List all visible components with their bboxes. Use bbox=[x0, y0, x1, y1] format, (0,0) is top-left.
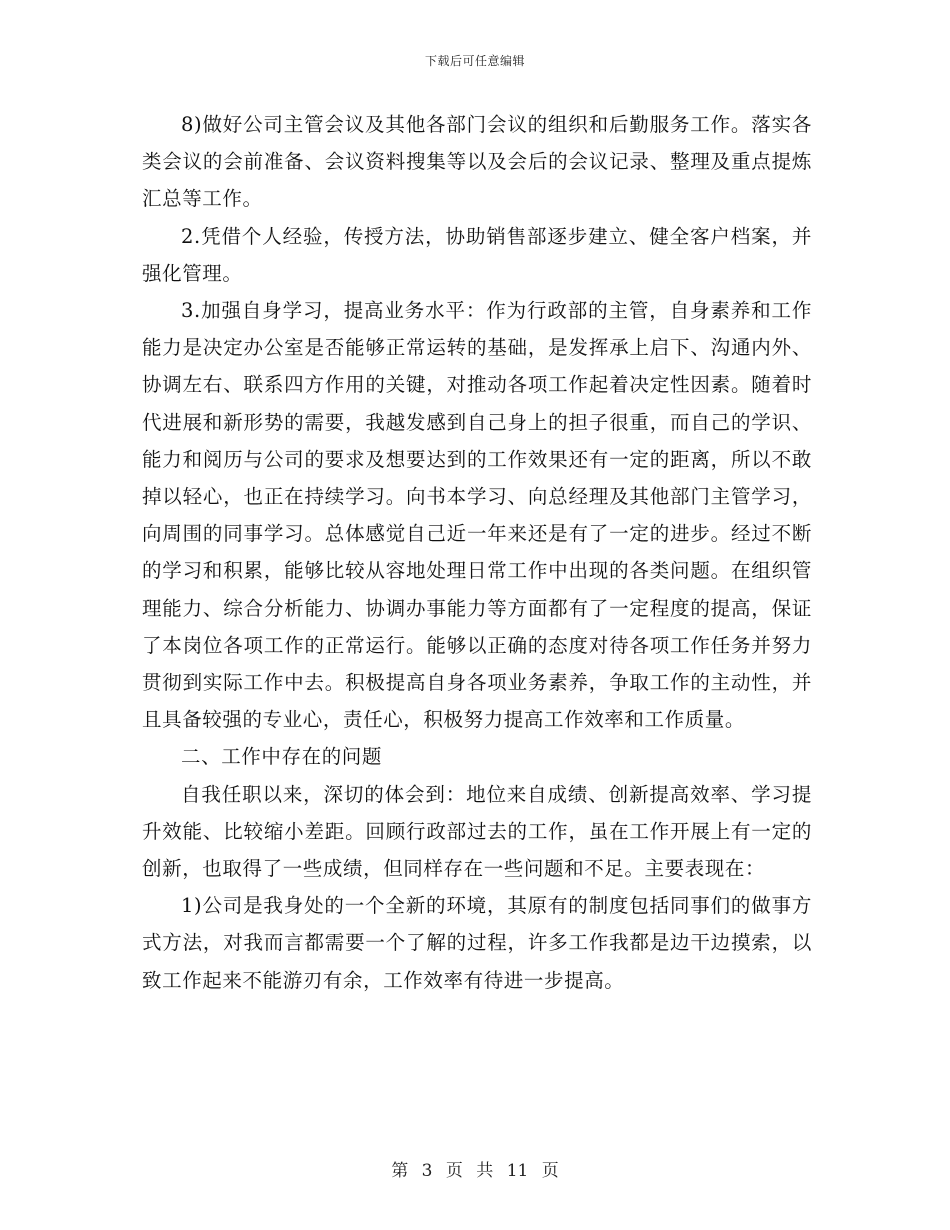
footer-label-total: 共 bbox=[476, 1161, 494, 1181]
paragraph-self-study: 3.加强自身学习，提高业务水平：作为行政部的主管，自身素养和工作能力是决定办公室是否能够正常运转的基础，是发挥承上启下、沟通内外、协调左右、联系四方作用的关键，对推动各项工作起着决定性因素。随着时代进展和新形势的需要，我越发感到自己身上的担子很重，而自己的学识、能力和阅历与公司的要求及想要达到的工作效果还有一定的距离，所以不敢掉以轻心，也正在持续学习。向书本学习、向总经理及其他部门主管学习，向周围的同事学习。总体感觉自己近一年来还是有了一定的进步。经过不断的学习和积累，能够比较从容地处理日常工作中出现的各类问题。在组织管理能力、综合分析能力、协调办事能力等方面都有了一定程度的提高，保证了本岗位各项工作的正常运行。能够以正确的态度对待各项工作任务并努力贯彻到实际工作中去。积极提高自身各项业务素养，争取工作的主动性，并且具备较强的专业心，责任心，积极努力提高工作效率和工作质量。 bbox=[142, 299, 812, 732]
footer-label-unit-end: 页 bbox=[541, 1161, 559, 1181]
footer-current-page: 3 bbox=[421, 1161, 433, 1181]
paragraph-customer-archive: 2.凭借个人经验，传授方法，协助销售部逐步建立、健全客户档案，并强化管理。 bbox=[142, 224, 812, 285]
footer-label-unit: 页 bbox=[445, 1161, 463, 1181]
paragraph-new-environment: 1)公司是我身处的一个全新的环境，其原有的制度包括同事们的做事方式方法，对我而言都需要一个了解的过程，许多工作我都是边干边摸索，以致工作起来不能游刃有余，工作效率有待进一步提高。 bbox=[142, 894, 812, 992]
footer-label-page: 第 bbox=[391, 1161, 409, 1181]
document-body bbox=[142, 106, 812, 999]
page-number-footer bbox=[0, 1156, 950, 1181]
page-header-note: 下载后可任意编辑 bbox=[424, 54, 525, 68]
paragraph-problems-intro: 自我任职以来，深切的体会到：地位来自成绩、创新提高效率、学习提升效能、比较缩小差距。回顾行政部过去的工作，虽在工作开展上有一定的创新，也取得了一些成绩，但同样存在一些问题和不足。主要表现在： bbox=[142, 782, 812, 881]
paragraph-meeting-service: 8)做好公司主管会议及其他各部门会议的组织和后勤服务工作。落实各类会议的会前准备、会议资料搜集等以及会后的会议记录、整理及重点提炼汇总等工作。 bbox=[142, 113, 812, 211]
footer-total-pages: 11 bbox=[506, 1161, 529, 1181]
section-heading-problems: 二、工作中存在的问题 bbox=[181, 745, 383, 769]
